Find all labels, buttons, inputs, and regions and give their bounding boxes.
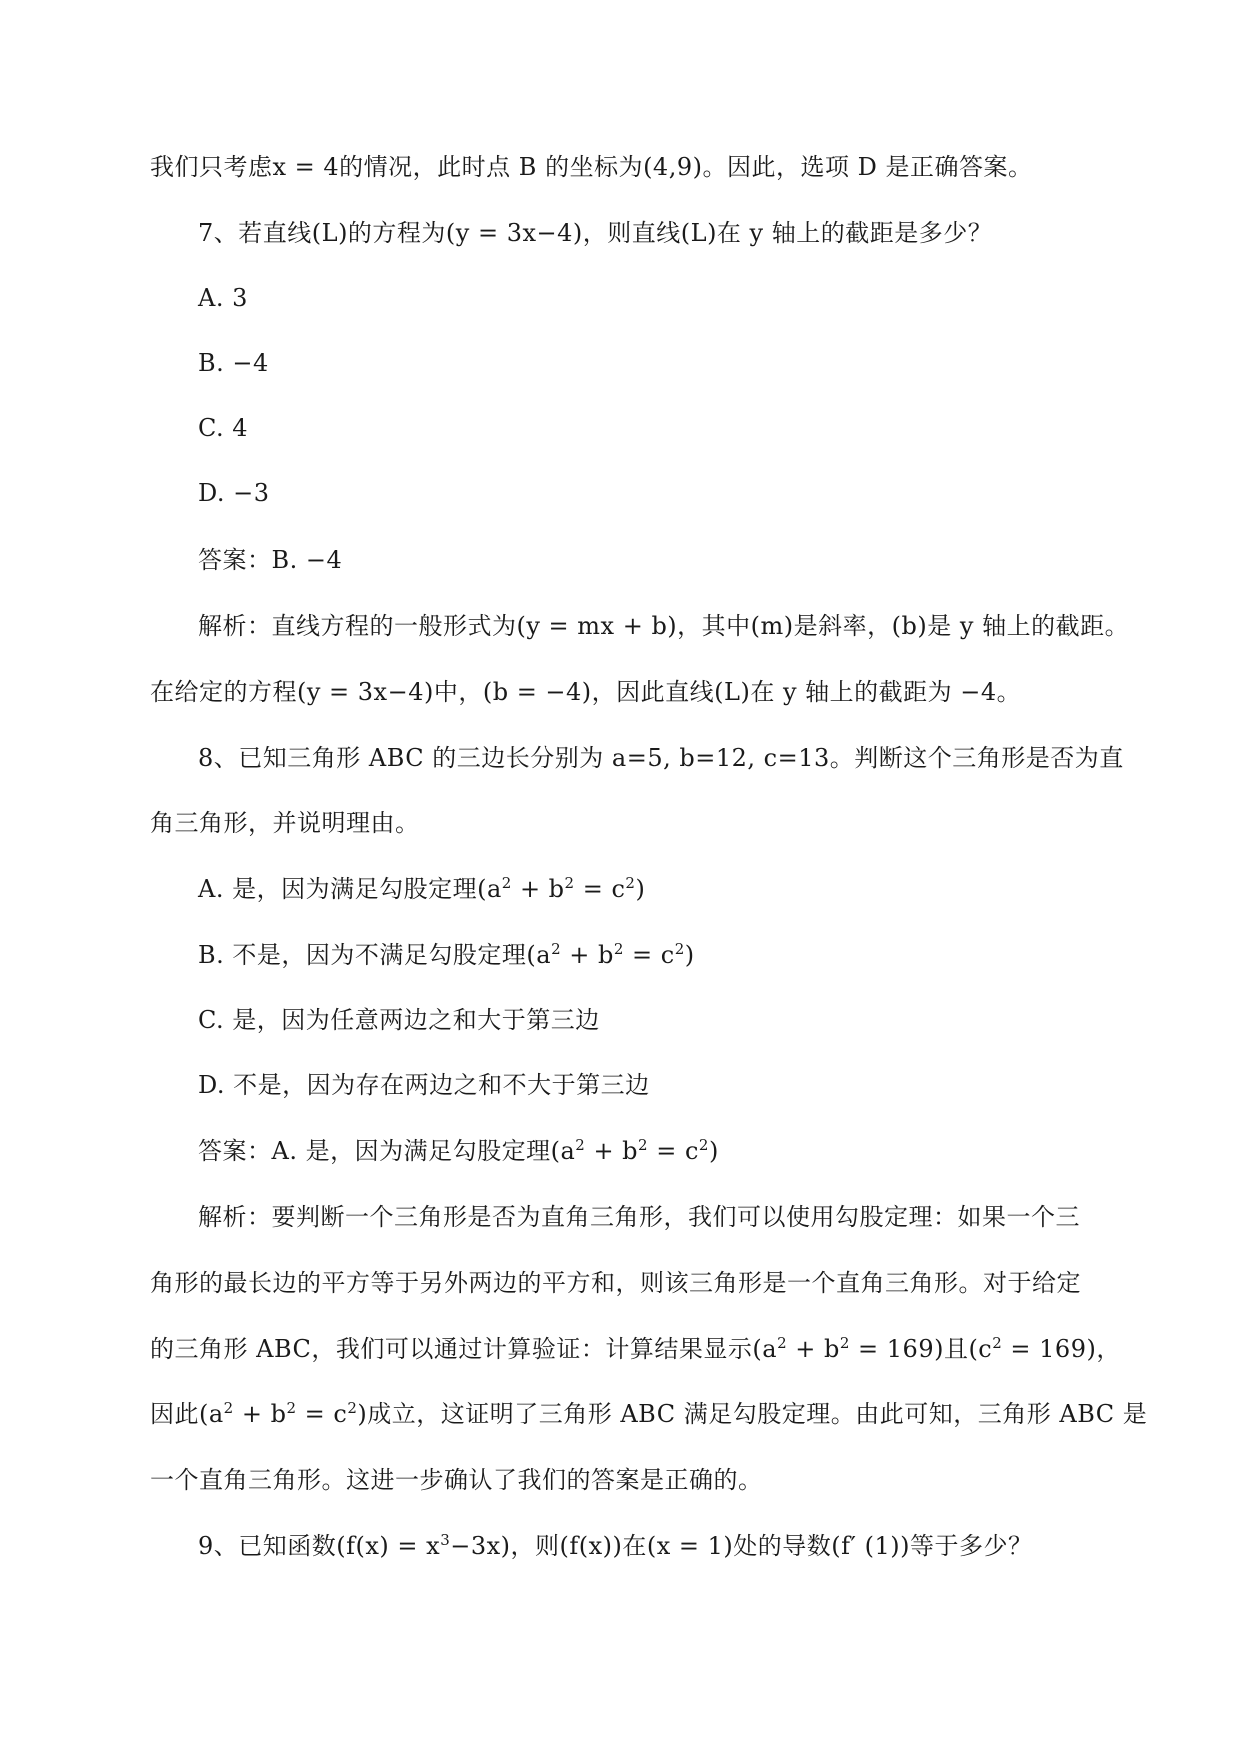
explanation-text: 的三角形 ABC，我们可以通过计算验证：计算结果显示(a (150, 1335, 778, 1363)
option-a-math-3: ) (635, 875, 646, 903)
question-8-explanation-line-2: 角形的最长边的平方等于另外两边的平方和，则该三角形是一个直角三角形。对于给定 (150, 1269, 1081, 1297)
superscript: 3 (440, 1531, 451, 1549)
superscript: 2 (501, 874, 512, 892)
explanation-math-2: = 169)且(c (849, 1335, 993, 1363)
question-7-answer: 答案：B. −4 (198, 546, 343, 574)
superscript: 2 (777, 1334, 788, 1352)
question-9-text: 9、已知函数(f(x) = x (198, 1532, 441, 1560)
question-8-option-b (198, 940, 695, 970)
superscript: 2 (839, 1334, 850, 1352)
question-8-stem-line-2: 角三角形，并说明理由。 (150, 809, 420, 837)
question-9-text-rest: −3x)，则(f(x))在(x = 1)处的导数(f′ (1))等于多少？ (450, 1532, 1033, 1560)
explanation-math-1: + b (787, 1335, 840, 1363)
superscript: 2 (286, 1399, 297, 1417)
question-7-stem: 7、若直线(L)的方程为(y = 3x−4)，则直线(L)在 y 轴上的截距是多少？ (198, 219, 993, 247)
option-a-text: A. 是，因为满足勾股定理(a (198, 875, 502, 903)
question-8-option-c: C. 是，因为任意两边之和大于第三边 (198, 1006, 600, 1034)
question-7-option-c: C. 4 (198, 414, 249, 442)
superscript: 2 (347, 1399, 358, 1417)
question-9-stem (198, 1531, 1032, 1561)
text-line-solution-conclusion: 我们只考虑x = 4的情况，此时点 B 的坐标为(4,9)。因此，选项 D 是正确答案。 (150, 153, 1033, 181)
answer-text: 答案：A. 是，因为满足勾股定理(a (198, 1137, 576, 1165)
superscript: 2 (625, 874, 636, 892)
explanation-math-1: + b (233, 1400, 287, 1428)
answer-math-3: ) (708, 1137, 719, 1165)
superscript: 2 (551, 940, 562, 958)
question-8-explanation-line-5: 一个直角三角形。这进一步确认了我们的答案是正确的。 (150, 1466, 763, 1494)
option-b-math-2: = c (623, 941, 675, 969)
question-8-answer (198, 1136, 719, 1166)
superscript: 2 (223, 1399, 234, 1417)
explanation-text: 因此(a (150, 1400, 224, 1428)
answer-math-1: + b (585, 1137, 639, 1165)
option-a-math-2: = c (574, 875, 626, 903)
question-8-option-d: D. 不是，因为存在两边之和不大于第三边 (198, 1071, 650, 1099)
question-7-explanation-line-2: 在给定的方程(y = 3x−4)中，(b = −4)，因此直线(L)在 y 轴上的截距为 −4。 (150, 678, 1022, 706)
superscript: 2 (674, 940, 685, 958)
explanation-math-3: )成立，这证明了三角形 ABC 满足勾股定理。由此可知，三角形 ABC 是 (357, 1400, 1148, 1428)
question-8-option-a (198, 874, 645, 904)
explanation-math-3: = 169)， (1002, 1335, 1121, 1363)
explanation-math-2: = c (296, 1400, 348, 1428)
option-b-math-3: ) (684, 941, 695, 969)
question-8-explanation-line-1: 解析：要判断一个三角形是否为直角三角形，我们可以使用勾股定理：如果一个三 (198, 1203, 1080, 1231)
question-8-explanation-line-4 (150, 1399, 1147, 1429)
superscript: 2 (613, 940, 624, 958)
superscript: 2 (698, 1136, 709, 1154)
question-7-option-a: A. 3 (198, 284, 248, 312)
superscript: 2 (638, 1136, 649, 1154)
question-7-option-b: B. −4 (198, 349, 269, 377)
option-b-math-1: + b (561, 941, 614, 969)
question-8-explanation-line-3 (150, 1334, 1121, 1364)
option-b-text: B. 不是，因为不满足勾股定理(a (198, 941, 552, 969)
superscript: 2 (575, 1136, 586, 1154)
question-7-option-d: D. −3 (198, 479, 270, 507)
answer-math-2: = c (648, 1137, 699, 1165)
question-7-explanation-line-1: 解析：直线方程的一般形式为(y = mx + b)，其中(m)是斜率，(b)是 y 轴上的截距。 (198, 612, 1130, 640)
option-a-math-1: + b (511, 875, 565, 903)
superscript: 2 (564, 874, 575, 892)
superscript: 2 (992, 1334, 1003, 1352)
question-8-stem-line-1: 8、已知三角形 ABC 的三边长分别为 a=5, b=12, c=13。判断这个三角形是否为直 (198, 744, 1124, 772)
